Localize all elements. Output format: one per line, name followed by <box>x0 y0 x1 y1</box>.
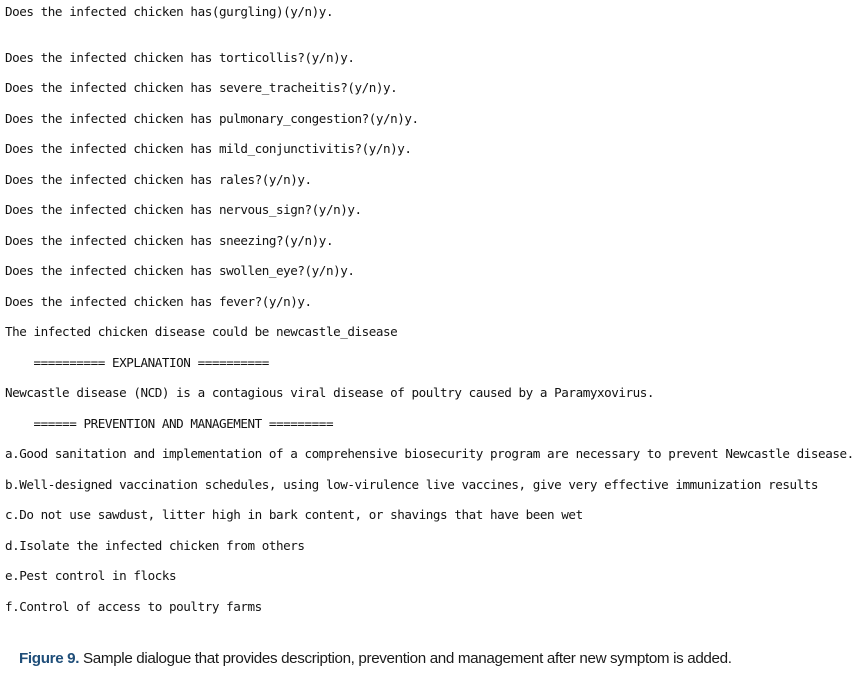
console-line-mild-conjunctivitis: Does the infected chicken has mild_conjunctivitis?(y/n)y. <box>5 141 412 156</box>
prevention-item-d: d.Isolate the infected chicken from others <box>5 538 305 553</box>
console-line-rales: Does the infected chicken has rales?(y/n)y. <box>5 172 312 187</box>
explanation-text: Newcastle disease (NCD) is a contagious viral disease of poultry caused by a Paramyxovirus. <box>5 385 655 400</box>
prevention-item-c: c.Do not use sawdust, litter high in bark content, or shavings that have been wet <box>5 507 583 522</box>
prevention-item-b: b.Well-designed vaccination schedules, using low-virulence live vaccines, give very effective immunization results <box>5 477 819 492</box>
prevention-heading: ====== PREVENTION AND MANAGEMENT ========= <box>5 416 334 431</box>
diagnosis-result: The infected chicken disease could be newcastle_disease <box>5 324 398 339</box>
figure-label: Figure 9. <box>19 650 80 667</box>
console-line-pulmonary-congestion: Does the infected chicken has pulmonary_congestion?(y/n)y. <box>5 111 419 126</box>
console-line-severe-tracheitis: Does the infected chicken has severe_tracheitis?(y/n)y. <box>5 80 398 95</box>
prevention-item-f: f.Control of access to poultry farms <box>5 599 262 614</box>
figure-caption-text: Sample dialogue that provides description, prevention and management after new symptom is added. <box>79 650 732 667</box>
figure-caption <box>19 649 732 669</box>
prevention-item-a: a.Good sanitation and implementation of a comprehensive biosecurity program are necessary to prevent Newcastle disease. <box>5 446 854 461</box>
console-line-torticollis: Does the infected chicken has torticollis?(y/n)y. <box>5 50 355 65</box>
console-line-fever: Does the infected chicken has fever?(y/n)y. <box>5 294 312 309</box>
console-line-gurgling: Does the infected chicken has(gurgling)(y/n)y. <box>5 4 334 19</box>
console-line-sneezing: Does the infected chicken has sneezing?(y/n)y. <box>5 233 334 248</box>
prevention-item-e: e.Pest control in flocks <box>5 568 177 583</box>
console-line-nervous-sign: Does the infected chicken has nervous_sign?(y/n)y. <box>5 202 362 217</box>
explanation-heading: ========== EXPLANATION ========== <box>5 355 269 370</box>
console-line-swollen-eye: Does the infected chicken has swollen_eye?(y/n)y. <box>5 263 355 278</box>
